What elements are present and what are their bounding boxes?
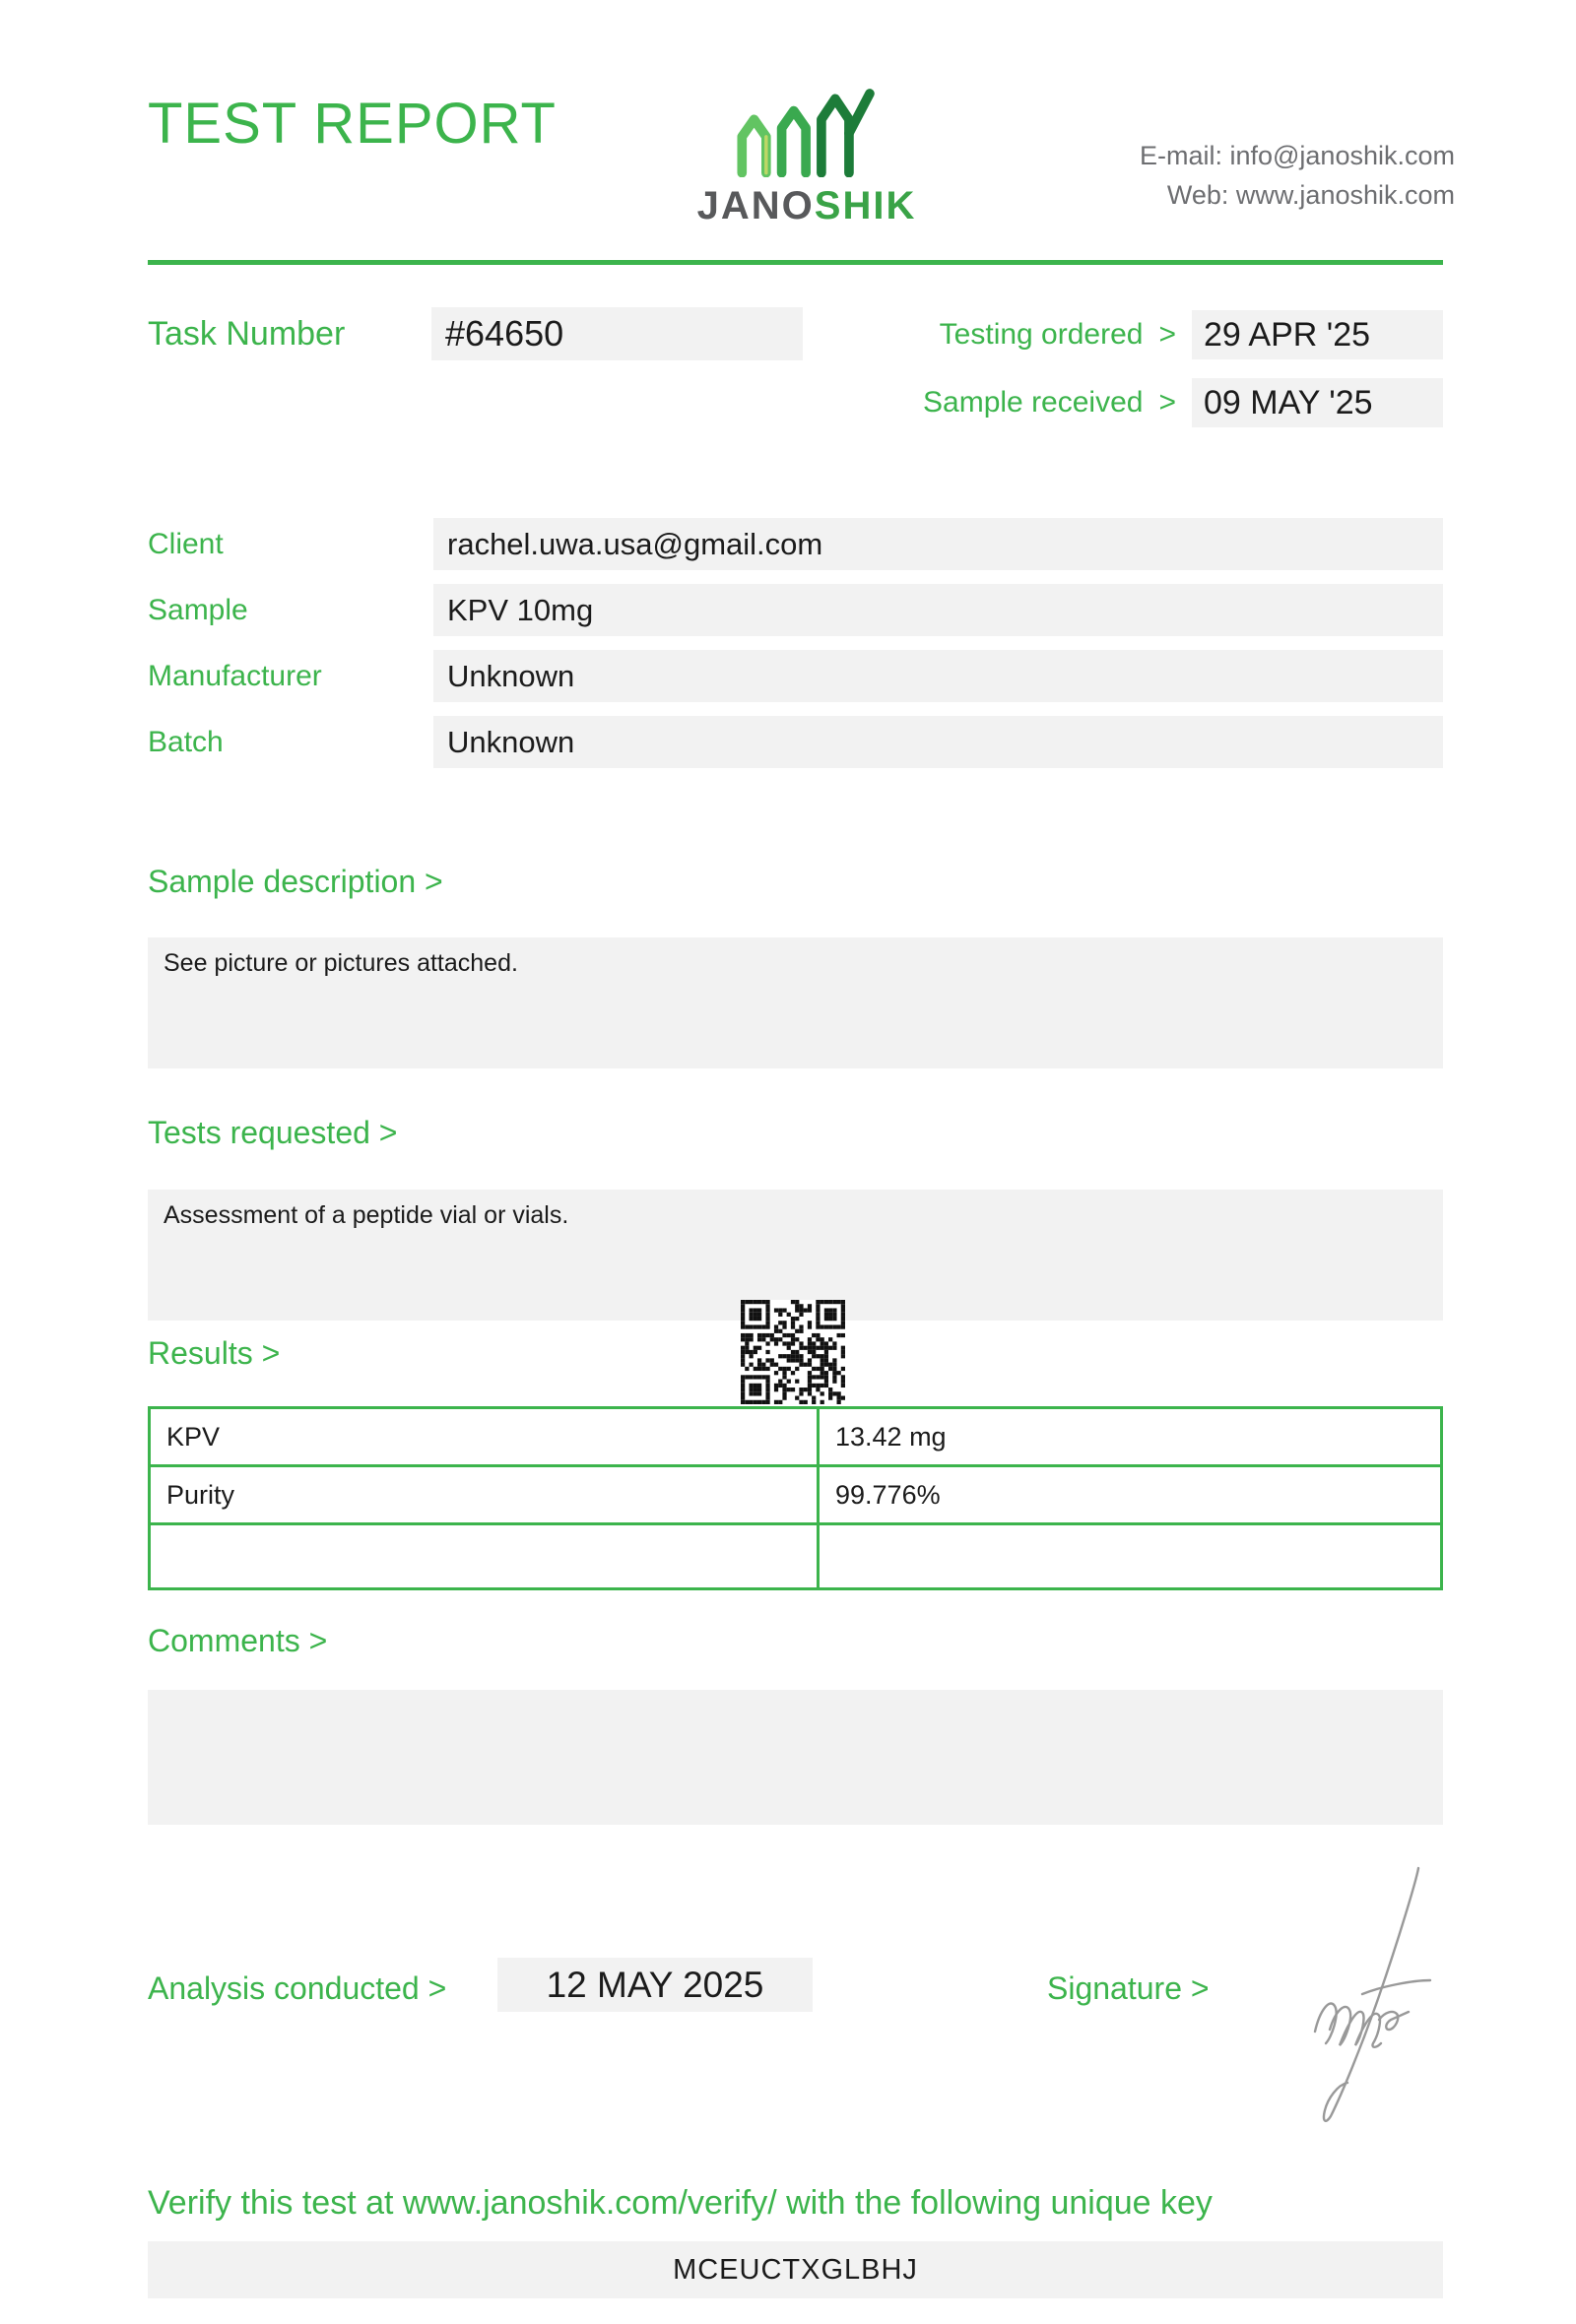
sample-received-value: 09 MAY '25 [1192, 378, 1443, 427]
header-divider [148, 260, 1443, 265]
result-value-cell [819, 1524, 1442, 1589]
sample-received-arrow: > [1158, 386, 1176, 419]
page-title: TEST REPORT [148, 92, 557, 156]
contact-info [1140, 136, 1455, 215]
signature-label: Signature > [1047, 1970, 1210, 2006]
contact-web: Web: www.janoshik.com [1166, 180, 1455, 210]
batch-label: Batch [148, 726, 224, 758]
results-table [148, 1406, 1443, 1590]
manufacturer-value: Unknown [433, 650, 1443, 702]
result-name-cell: KPV [150, 1408, 819, 1466]
task-number-label: Task Number [148, 315, 346, 353]
sample-received-label: Sample received [923, 386, 1144, 419]
analysis-conducted-label: Analysis conducted > [148, 1970, 447, 2006]
testing-ordered-arrow: > [1158, 318, 1176, 351]
testing-ordered-row [877, 310, 1443, 359]
task-number-value: #64650 [431, 307, 803, 360]
comments-box [148, 1690, 1443, 1825]
result-value-cell: 99.776% [819, 1466, 1442, 1524]
table-row [150, 1466, 1442, 1524]
manufacturer-label: Manufacturer [148, 660, 322, 692]
tests-requested-heading: Tests requested > [148, 1115, 398, 1150]
results-heading: Results > [148, 1335, 281, 1371]
logo-wordmark [684, 184, 930, 228]
contact-email: E-mail: info@janoshik.com [1139, 141, 1455, 170]
logo-text-shik: SHIK [814, 184, 917, 227]
analysis-conducted-value: 12 MAY 2025 [497, 1958, 813, 2012]
table-row [150, 1408, 1442, 1466]
testing-ordered-label: Testing ordered [939, 318, 1144, 351]
janoshik-logo [684, 87, 930, 228]
qr-code [741, 1300, 845, 1404]
sample-description-heading: Sample description > [148, 864, 443, 899]
client-value: rachel.uwa.usa@gmail.com [433, 518, 1443, 570]
tests-requested-box: Assessment of a peptide vial or vials. [148, 1190, 1443, 1321]
testing-ordered-value: 29 APR '25 [1192, 310, 1443, 359]
sample-description-box: See picture or pictures attached. [148, 937, 1443, 1068]
result-name-cell [150, 1524, 819, 1589]
verify-instruction: Verify this test at www.janoshik.com/verify/ with the following unique key [148, 2184, 1213, 2222]
verify-key-box: MCEUCTXGLBHJ [148, 2241, 1443, 2298]
comments-heading: Comments > [148, 1623, 328, 1658]
sample-label: Sample [148, 594, 248, 626]
batch-value: Unknown [433, 716, 1443, 768]
result-value-cell: 13.42 mg [819, 1408, 1442, 1466]
logo-chart-icon [733, 164, 881, 181]
client-label: Client [148, 528, 224, 560]
logo-text-jano: JANO [696, 184, 815, 227]
signature-image [1269, 1837, 1466, 2132]
sample-received-row [877, 378, 1443, 427]
result-name-cell: Purity [150, 1466, 819, 1524]
table-row [150, 1524, 1442, 1589]
sample-value: KPV 10mg [433, 584, 1443, 636]
